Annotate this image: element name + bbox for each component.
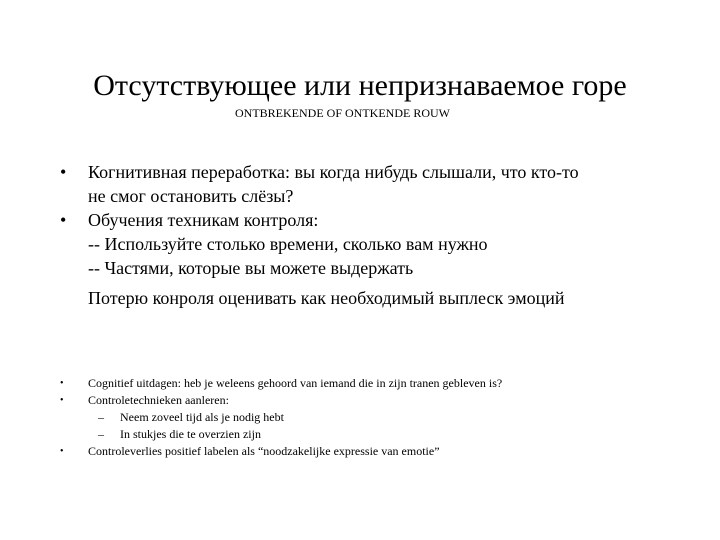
slide-title: Отсутствующее или непризнаваемое горе — [93, 69, 627, 102]
russian-bullet-list — [56, 160, 676, 310]
sub-item: -- Частями, которые вы можете выдержать — [88, 258, 414, 278]
list-item — [56, 375, 676, 392]
slide-subtitle: ONTBREKENDE OF ONTKENDE ROUW — [235, 106, 450, 120]
dutch-bullet-list — [56, 375, 676, 460]
sub-item-text: In stukjes die te overzien zijn — [120, 427, 261, 441]
bullet-text: Controleverlies positief labelen als “noodzakelijke expressie van emotie” — [88, 444, 440, 458]
list-item — [56, 392, 676, 409]
bullet-text: Когнитивная переработка: вы когда нибудь слышали, что кто-то — [88, 162, 579, 182]
sub-item-text: Neem zoveel tijd als je nodig hebt — [120, 410, 284, 424]
bullet-icon: • — [60, 210, 67, 230]
sub-item: Потерю конроля оценивать как необходимый выплеск эмоций — [88, 288, 565, 308]
sub-item — [56, 426, 676, 443]
sub-item: -- Используйте столько времени, сколько вам нужно — [88, 234, 488, 254]
bullet-icon: • — [60, 446, 64, 457]
dash-icon: – — [98, 410, 104, 424]
list-item — [56, 160, 676, 208]
bullet-text: Обучения техникам контроля: — [88, 210, 319, 230]
bullet-icon: • — [60, 162, 67, 182]
sub-item — [56, 409, 676, 426]
bullet-text: Controletechnieken aanleren: — [88, 393, 229, 407]
bullet-icon: • — [60, 378, 64, 389]
bullet-text: Cognitief uitdagen: heb je weleens gehoord van iemand die in zijn tranen gebleven is? — [88, 376, 503, 390]
list-item — [56, 443, 676, 460]
bullet-text: не смог остановить слёзы? — [88, 186, 294, 206]
bullet-icon: • — [60, 395, 64, 406]
list-item — [56, 208, 676, 232]
dash-icon: – — [98, 427, 104, 441]
